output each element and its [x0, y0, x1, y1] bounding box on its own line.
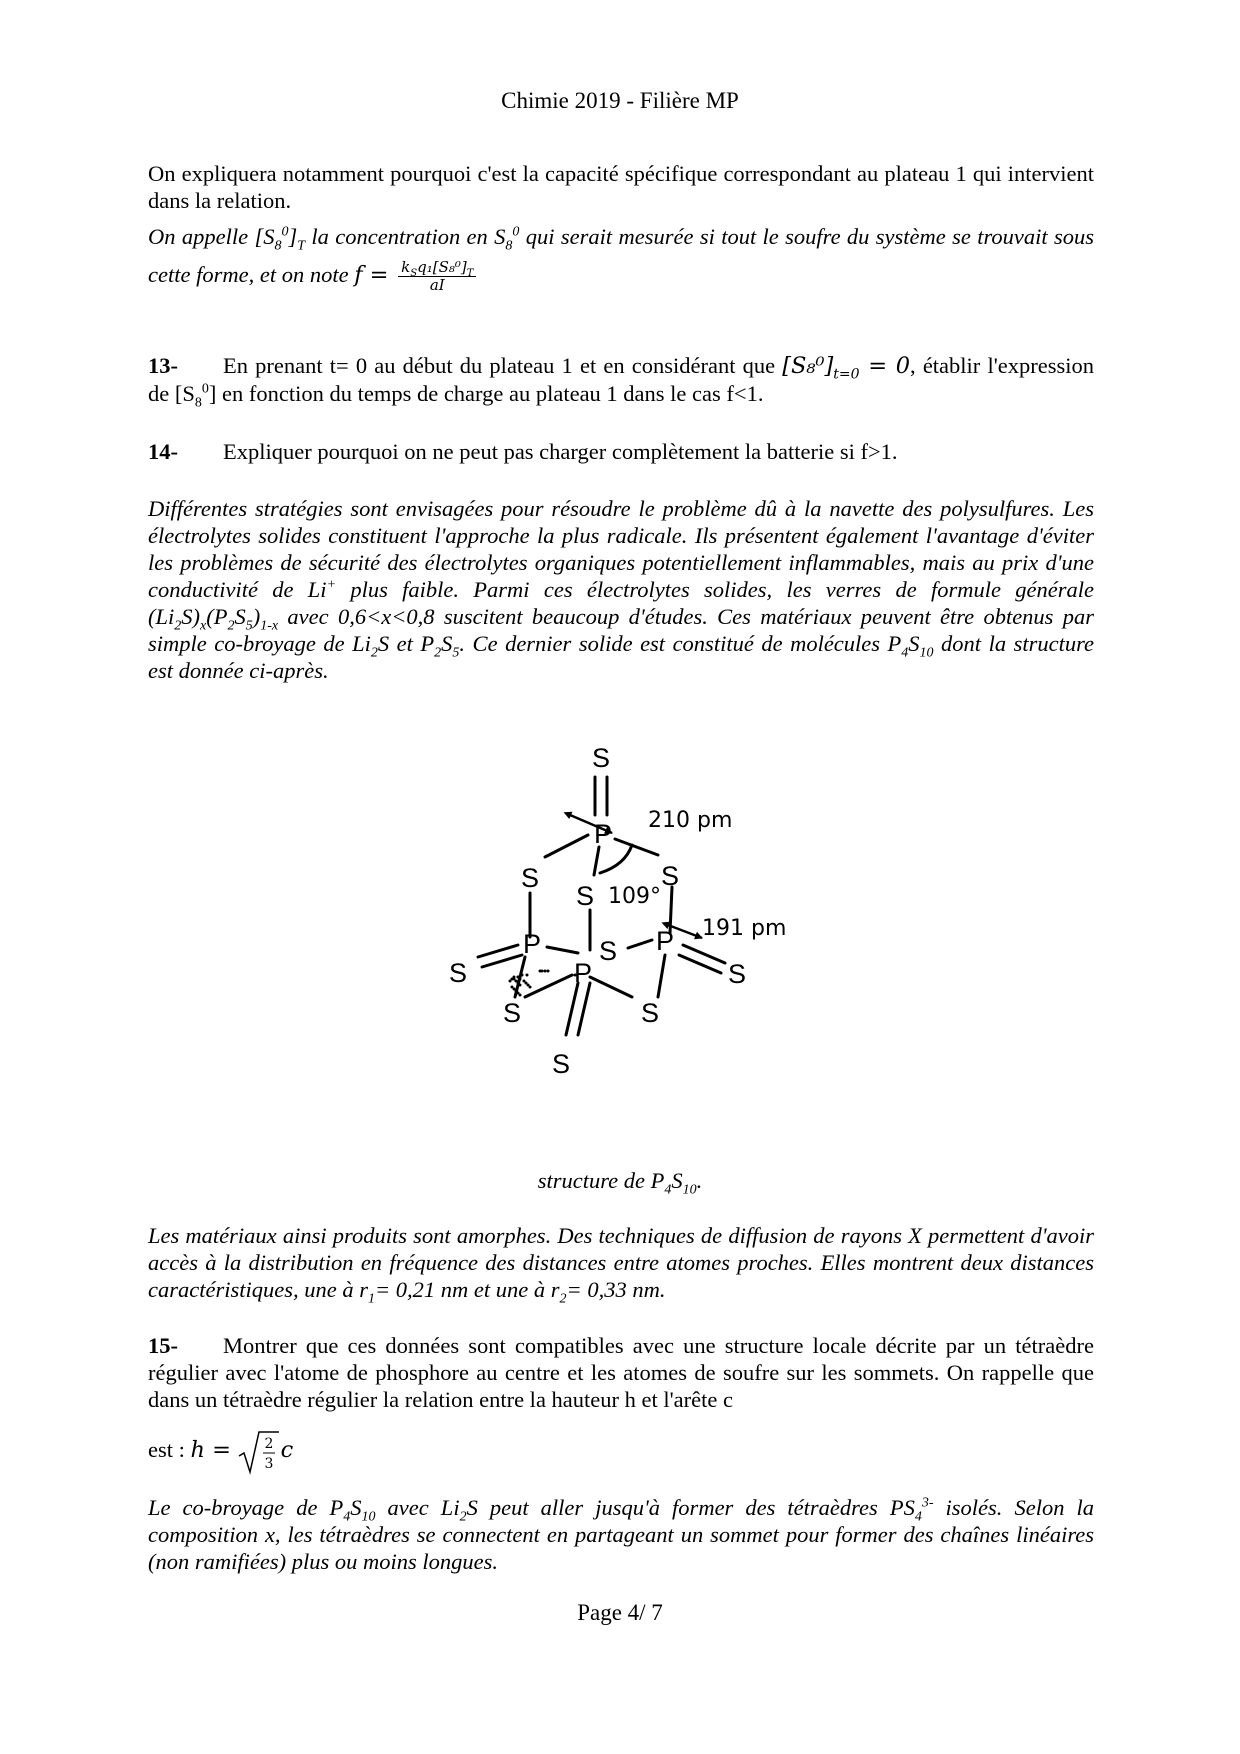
- q13-math-rest: = 0: [859, 353, 911, 379]
- mat-a: Les matériaux ainsi produits sont amorphes. Des techniques de diffusion de rayons X permettent d'avoir accès à la distribution en fréquence des distances entre atomes proches. Elles montrent deux distances caractéristiques, une à r: [148, 1223, 1094, 1302]
- def-sub-T: T: [297, 238, 306, 254]
- question-15: [148, 1332, 1094, 1413]
- def-sup-0b: 0: [512, 224, 520, 240]
- figure-caption: structure de $P_4S_{10}$.: [537, 1168, 703, 1198]
- def-text-3: la concentration en S: [305, 224, 506, 249]
- frac-num-rest: q₁[S₈⁰]: [417, 258, 467, 277]
- atom-s-right: S: [660, 861, 680, 891]
- bond-pleft-sout-1: [478, 945, 518, 957]
- mat-c: = 0,33 nm.: [566, 1277, 666, 1302]
- sqrt-den: 3: [264, 1456, 274, 1472]
- bond-ptop-sright: [615, 839, 658, 855]
- def-sub-8b: 8: [505, 238, 513, 254]
- q13-text-b: , établir l'expression de [S: [148, 353, 1094, 406]
- frac-den: aI: [429, 276, 445, 295]
- q14-number: 14-: [148, 439, 178, 464]
- question-14: [148, 438, 1094, 465]
- question-13: [148, 352, 1094, 411]
- atom-s-bottom-left: S: [502, 998, 522, 1028]
- q13-sup-0: 0: [201, 381, 209, 397]
- bond-pbottom-sbottom-2: [578, 983, 590, 1035]
- q13-math-sub: t=0: [833, 366, 860, 383]
- sqrt-num: 2: [264, 1436, 274, 1452]
- cob-c: avec Li: [375, 1495, 460, 1520]
- strat-g: avec 0,6<x<0,8 suscitent beaucoup d'études. Ces matériaux peuvent être obtenus par simple co-broyage de Li: [148, 604, 1094, 656]
- strat-b: plus faible. Parmi ces électrolytes solides, les verres de formule générale (Li: [148, 577, 1094, 629]
- paragraph-materials: Les matériaux ainsi produits sont amorphes. Des techniques de diffusion de rayons X permettent d'avoir accès à la distribution en fréquence des distances entre atomes proches. Elles montrent deux distances caractéristiques, une à $r_1= 0,21$ nm et une à $r_2= 0,33$ nm.: [148, 1223, 1094, 1307]
- strat-f: ): [252, 604, 261, 629]
- label-210pm: 210 pm: [648, 808, 733, 833]
- intro-text: On expliquera notamment pourquoi c'est la capacité spécifique correspondant au plateau 1 qui intervient dans la relation.: [148, 161, 1094, 213]
- strat-h: S et P: [377, 631, 435, 656]
- strat-c: S): [181, 604, 201, 629]
- fraction-f: $\frac{k_Sq_1[S_8^0]_T}{aI}$: [398, 259, 476, 294]
- paragraph-intro: [148, 160, 1094, 214]
- strat-l: dont la structure est donnée ci-après.: [148, 631, 1094, 683]
- bond-pright-sbr: [658, 955, 665, 997]
- strat-i: S: [441, 631, 453, 656]
- strat-e: S: [234, 604, 246, 629]
- q13-math: [S₈⁰]: [782, 353, 834, 379]
- q14-text: Expliquer pourquoi on ne peut pas charger complètement la batterie si f>1.: [223, 439, 898, 464]
- q13-text-c: ] en fonction du temps de charge au plateau 1 dans le cas f<1.: [208, 381, 764, 406]
- q13-number: 13-: [148, 353, 178, 378]
- caption-c: .: [696, 1168, 703, 1193]
- strat-k: S: [908, 631, 920, 656]
- atom-s-mid: S: [598, 936, 618, 966]
- paragraph-strategies: Différentes stratégies sont envisagées pour résoudre le problème dû à la navette des polysulfures. Les électrolytes solides constituent l'approche la plus radicale. Ils présentent également l'avantage d'éviter les problèmes de sécurité des électrolytes organiques potentiellement inflammables, mais au prix d'une conductivité de Li+ plus faible. Parmi ces électrolytes solides, les verres de formule générale $(Li_2S)_x(P_2S_5)_{1-x}$ avec 0,6<x<0,8 suscitent beaucoup d'études. Ces matériaux peuvent être obtenus par simple co-broyage de $Li_2S$ et $P_2S_5$. Ce dernier solide est constitué de molécules $P_4S_{10}$ dont la structure est donnée ci-après.: [148, 496, 1094, 683]
- q13-sub-8: 8: [194, 395, 202, 411]
- cob-e: isolés. Selon la composition x, les tétraèdres se connectent en partageant un sommet pour former des chaînes linéaires (non ramifiées) plus ou moins longues.: [148, 1495, 1094, 1574]
- bond-pbottom-sbr: [590, 977, 632, 997]
- caption-b: S: [671, 1168, 683, 1193]
- q15-est: est :: [148, 1437, 191, 1463]
- atom-p-bottom: P: [573, 958, 593, 988]
- strat-a: Différentes stratégies sont envisagées pour résoudre le problème dû à la navette des polysulfures. Les électrolytes solides constituent l'approche la plus radicale. Ils présentent également l'avantage d'éviter les problèmes de sécurité des électrolytes organiques potentiellement inflammables, mais au prix d'une conductivité de Li: [148, 496, 1094, 602]
- cob-a: Le co-broyage de P: [148, 1495, 344, 1520]
- q15-c: c: [280, 1437, 294, 1464]
- atom-s-bottom: S: [551, 1049, 571, 1079]
- paragraph-definition: [148, 218, 1094, 294]
- atom-p-top: P: [593, 819, 613, 849]
- cob-d: S peut aller jusqu'à former des tétraèdres PS: [466, 1495, 915, 1520]
- bond-ptop-scenter: [594, 847, 599, 875]
- paragraph-cobroyage: Le co-broyage de $P_4S_{10}$ avec $Li_2S$ peut aller jusqu'à former des tétraèdres $PS_4^{3-}$ isolés. Selon la composition x, les tétraèdres se connectent en partageant un sommet pour former des chaînes linéaires (non ramifiées) plus ou moins longues.: [148, 1495, 1094, 1574]
- atom-s-outer-right: S: [727, 959, 747, 989]
- bond-pleft-sout-2: [482, 955, 522, 967]
- atom-s-outer-left: S: [448, 958, 468, 988]
- q15-h: h =: [190, 1437, 231, 1464]
- p4s10-structure-figure: [400, 735, 820, 1135]
- f-label: f =: [354, 262, 389, 288]
- def-sub-8a: 8: [274, 238, 282, 254]
- label-191pm: 191 pm: [702, 916, 787, 941]
- page-header: Chimie 2019 - Filière MP: [501, 88, 739, 113]
- atom-s-bottom-right: S: [640, 998, 660, 1028]
- atom-s-top: S: [591, 743, 611, 773]
- sqrt-two-thirds: [237, 1428, 281, 1476]
- strat-d: (P: [206, 604, 228, 629]
- frac-num-k: k: [401, 258, 411, 277]
- strat-j: . Ce dernier solide est constitué de molécules P: [459, 631, 902, 656]
- bond-pbottom-sbottom-1: [566, 983, 578, 1035]
- label-angle-109: 109°: [608, 884, 661, 909]
- page-footer: Page 4/ 7: [577, 1600, 663, 1625]
- bond-pleft-center: [547, 947, 578, 953]
- def-text-1: On appelle [S: [148, 224, 275, 249]
- atom-p-left: P: [522, 929, 542, 959]
- mat-b: = 0,21 nm et une à r: [374, 1277, 560, 1302]
- cob-b: S: [350, 1495, 362, 1520]
- caption-a: structure de P: [537, 1168, 665, 1193]
- bond-pbottom-sbl: [525, 975, 572, 997]
- angle-arc: [600, 845, 632, 873]
- atom-p-right: P: [655, 926, 675, 956]
- bond-ptop-sleft: [545, 835, 588, 857]
- def-text-2: ]: [288, 224, 298, 249]
- q15-number: 15-: [148, 1333, 178, 1358]
- def-text-4: qui serait mesurée si tout le soufre du système se trouvait sous cette forme, et on note: [148, 224, 1094, 287]
- q13-text-a: En prenant t= 0 au début du plateau 1 et en considérant que: [223, 353, 783, 378]
- q15-formula-line: [148, 1428, 1094, 1476]
- atom-s-left: S: [520, 863, 540, 893]
- bond-smid-pright: [628, 940, 652, 948]
- atom-s-center: S: [575, 881, 595, 911]
- def-sup-0a: 0: [281, 224, 289, 240]
- q15-text: Montrer que ces données sont compatibles avec une structure locale décrite par un tétraèdre régulier avec l'atome de phosphore au centre et les atomes de soufre sur les sommets. On rappelle que dans un tétraèdre régulier la relation entre la hauteur h et l'arête c: [148, 1333, 1094, 1412]
